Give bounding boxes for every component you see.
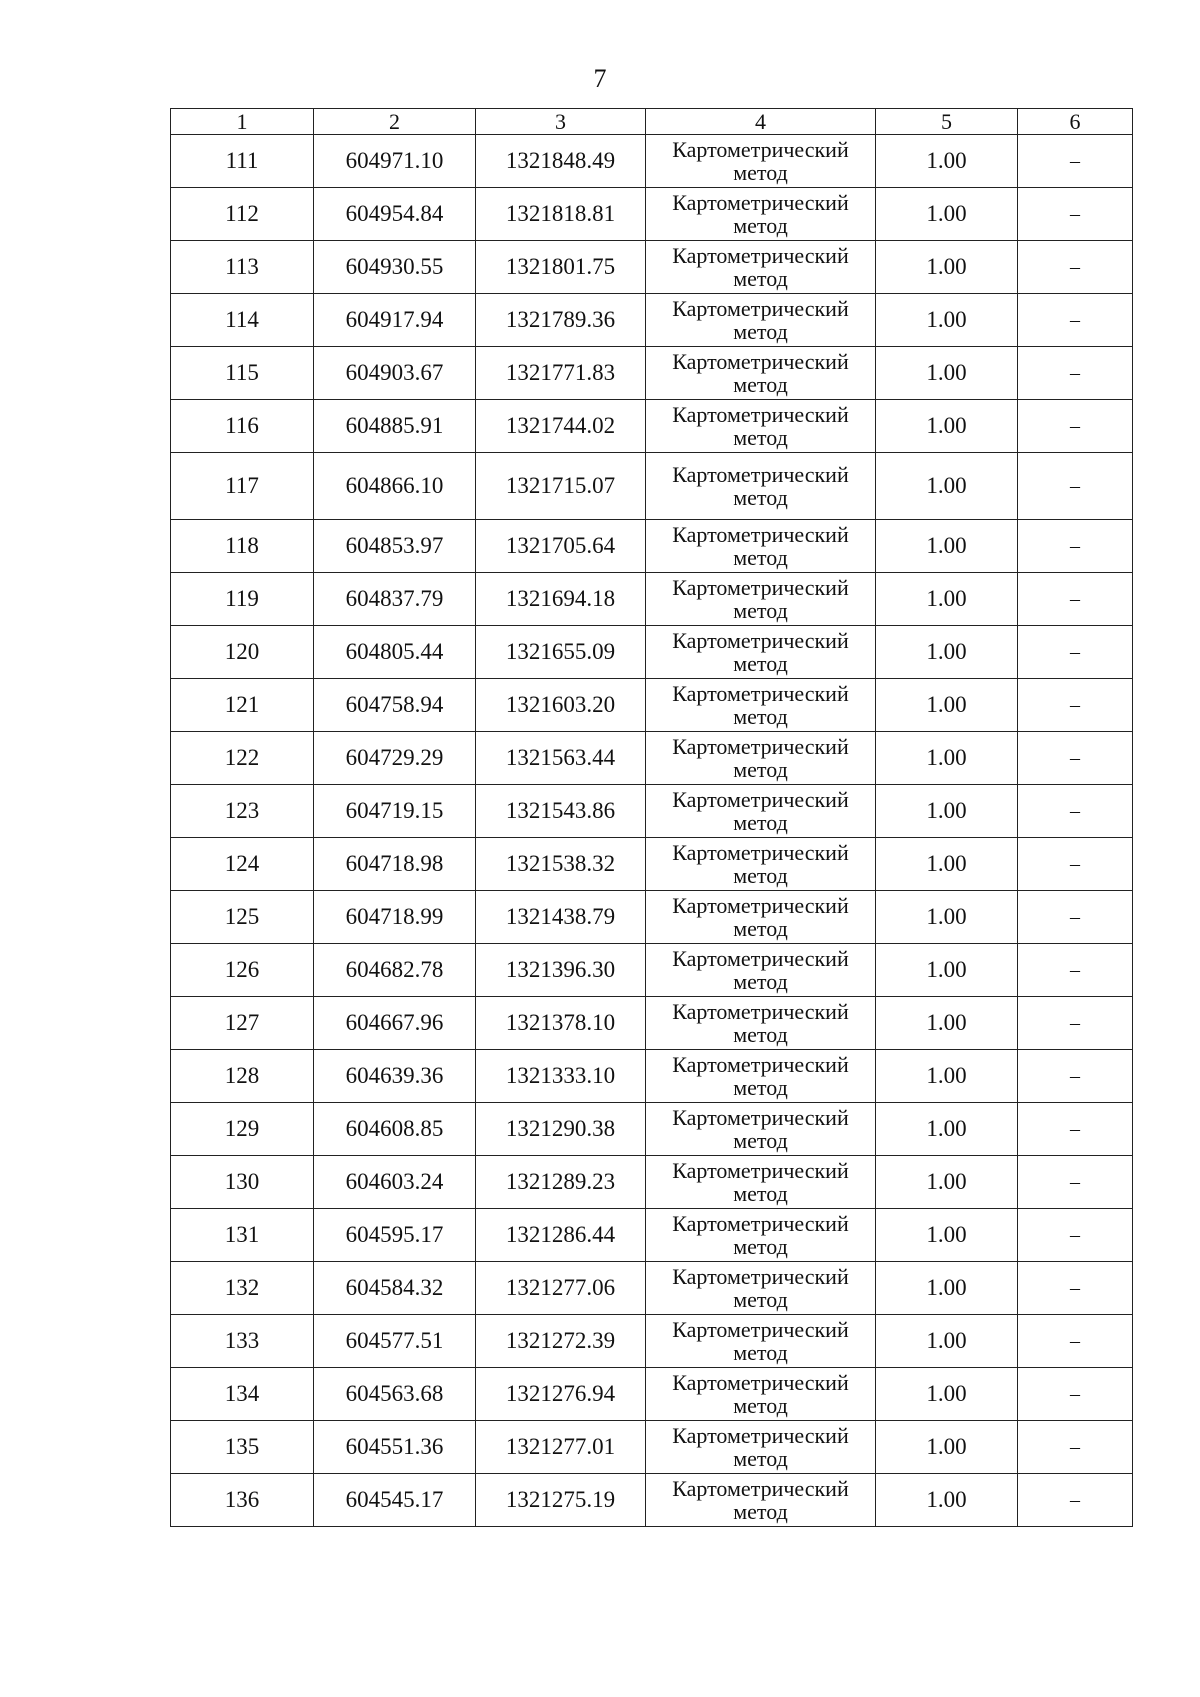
- table-row: [171, 1474, 1133, 1527]
- y-coordinate-cell: 1321277.01: [476, 1421, 646, 1474]
- x-coordinate-cell: 604718.99: [314, 891, 476, 944]
- method-line-1: Картометрический: [672, 787, 849, 812]
- table-row: [171, 400, 1133, 453]
- accuracy-cell: 1.00: [876, 1050, 1018, 1103]
- accuracy-cell: 1.00: [876, 785, 1018, 838]
- accuracy-cell: 1.00: [876, 241, 1018, 294]
- y-coordinate-cell: 1321396.30: [476, 944, 646, 997]
- accuracy-cell: 1.00: [876, 1474, 1018, 1527]
- table-row: [171, 626, 1133, 679]
- accuracy-cell: 1.00: [876, 997, 1018, 1050]
- accuracy-cell: 1.00: [876, 1262, 1018, 1315]
- method-cell: [646, 453, 876, 520]
- y-coordinate-cell: 1321276.94: [476, 1368, 646, 1421]
- note-cell: –: [1018, 944, 1133, 997]
- note-cell: –: [1018, 732, 1133, 785]
- table-row: [171, 347, 1133, 400]
- method-cell: [646, 732, 876, 785]
- accuracy-cell: 1.00: [876, 732, 1018, 785]
- x-coordinate-cell: 604595.17: [314, 1209, 476, 1262]
- accuracy-cell: 1.00: [876, 944, 1018, 997]
- method-line-1: Картометрический: [672, 946, 849, 971]
- accuracy-cell: 1.00: [876, 347, 1018, 400]
- y-coordinate-cell: 1321286.44: [476, 1209, 646, 1262]
- y-coordinate-cell: 1321289.23: [476, 1156, 646, 1209]
- note-cell: –: [1018, 785, 1133, 838]
- accuracy-cell: 1.00: [876, 626, 1018, 679]
- note-cell: –: [1018, 679, 1133, 732]
- point-number-cell: 127: [171, 997, 314, 1050]
- y-coordinate-cell: 1321603.20: [476, 679, 646, 732]
- table-row: [171, 1368, 1133, 1421]
- method-line-1: Картометрический: [672, 734, 849, 759]
- table-row: [171, 573, 1133, 626]
- column-header-6: 6: [1018, 109, 1133, 135]
- method-line-1: Картометрический: [672, 1158, 849, 1183]
- method-line-2: метод: [733, 319, 788, 344]
- point-number-cell: 122: [171, 732, 314, 785]
- y-coordinate-cell: 1321272.39: [476, 1315, 646, 1368]
- point-number-cell: 130: [171, 1156, 314, 1209]
- column-header-2: 2: [314, 109, 476, 135]
- method-cell: [646, 520, 876, 573]
- method-cell: [646, 241, 876, 294]
- method-line-2: метод: [733, 916, 788, 941]
- x-coordinate-cell: 604917.94: [314, 294, 476, 347]
- method-line-1: Картометрический: [672, 575, 849, 600]
- method-line-1: Картометрический: [672, 628, 849, 653]
- method-line-1: Картометрический: [672, 1423, 849, 1448]
- x-coordinate-cell: 604603.24: [314, 1156, 476, 1209]
- y-coordinate-cell: 1321744.02: [476, 400, 646, 453]
- x-coordinate-cell: 604853.97: [314, 520, 476, 573]
- method-cell: [646, 1209, 876, 1262]
- method-cell: [646, 626, 876, 679]
- method-cell: [646, 679, 876, 732]
- method-line-2: метод: [733, 372, 788, 397]
- point-number-cell: 129: [171, 1103, 314, 1156]
- y-coordinate-cell: 1321438.79: [476, 891, 646, 944]
- method-line-1: Картометрический: [672, 349, 849, 374]
- column-header-3: 3: [476, 109, 646, 135]
- accuracy-cell: 1.00: [876, 453, 1018, 520]
- note-cell: –: [1018, 1209, 1133, 1262]
- method-line-2: метод: [733, 266, 788, 291]
- method-line-2: метод: [733, 1287, 788, 1312]
- table-row: [171, 135, 1133, 188]
- note-cell: –: [1018, 520, 1133, 573]
- note-cell: –: [1018, 241, 1133, 294]
- table-row: [171, 1209, 1133, 1262]
- method-line-2: метод: [733, 485, 788, 510]
- point-number-cell: 116: [171, 400, 314, 453]
- point-number-cell: 135: [171, 1421, 314, 1474]
- note-cell: –: [1018, 838, 1133, 891]
- note-cell: –: [1018, 188, 1133, 241]
- x-coordinate-cell: 604577.51: [314, 1315, 476, 1368]
- note-cell: –: [1018, 1421, 1133, 1474]
- y-coordinate-cell: 1321655.09: [476, 626, 646, 679]
- method-line-2: метод: [733, 1234, 788, 1259]
- method-line-2: метод: [733, 545, 788, 570]
- point-number-cell: 113: [171, 241, 314, 294]
- point-number-cell: 120: [171, 626, 314, 679]
- method-cell: [646, 891, 876, 944]
- method-cell: [646, 294, 876, 347]
- point-number-cell: 123: [171, 785, 314, 838]
- point-number-cell: 125: [171, 891, 314, 944]
- method-line-2: метод: [733, 1446, 788, 1471]
- header-row: [171, 109, 1133, 135]
- method-line-2: метод: [733, 1499, 788, 1524]
- method-line-2: метод: [733, 757, 788, 782]
- x-coordinate-cell: 604719.15: [314, 785, 476, 838]
- x-coordinate-cell: 604866.10: [314, 453, 476, 520]
- x-coordinate-cell: 604758.94: [314, 679, 476, 732]
- y-coordinate-cell: 1321275.19: [476, 1474, 646, 1527]
- method-line-1: Картометрический: [672, 1052, 849, 1077]
- note-cell: –: [1018, 453, 1133, 520]
- method-cell: [646, 1315, 876, 1368]
- accuracy-cell: 1.00: [876, 1315, 1018, 1368]
- point-number-cell: 132: [171, 1262, 314, 1315]
- page-number: 7: [593, 64, 607, 93]
- method-cell: [646, 785, 876, 838]
- method-line-1: Картометрический: [672, 402, 849, 427]
- method-cell: [646, 400, 876, 453]
- method-line-1: Картометрический: [672, 1105, 849, 1130]
- accuracy-cell: 1.00: [876, 679, 1018, 732]
- method-line-1: Картометрический: [672, 1211, 849, 1236]
- note-cell: –: [1018, 891, 1133, 944]
- accuracy-cell: 1.00: [876, 400, 1018, 453]
- method-line-2: метод: [733, 704, 788, 729]
- table-row: [171, 188, 1133, 241]
- method-cell: [646, 135, 876, 188]
- method-line-1: Картометрический: [672, 296, 849, 321]
- x-coordinate-cell: 604551.36: [314, 1421, 476, 1474]
- x-coordinate-cell: 604954.84: [314, 188, 476, 241]
- accuracy-cell: 1.00: [876, 1103, 1018, 1156]
- y-coordinate-cell: 1321378.10: [476, 997, 646, 1050]
- y-coordinate-cell: 1321705.64: [476, 520, 646, 573]
- x-coordinate-cell: 604729.29: [314, 732, 476, 785]
- table-row: [171, 944, 1133, 997]
- point-number-cell: 119: [171, 573, 314, 626]
- method-line-1: Картометрический: [672, 462, 849, 487]
- method-cell: [646, 573, 876, 626]
- method-line-2: метод: [733, 1022, 788, 1047]
- accuracy-cell: 1.00: [876, 891, 1018, 944]
- point-number-cell: 111: [171, 135, 314, 188]
- y-coordinate-cell: 1321543.86: [476, 785, 646, 838]
- point-number-cell: 128: [171, 1050, 314, 1103]
- y-coordinate-cell: 1321818.81: [476, 188, 646, 241]
- y-coordinate-cell: 1321333.10: [476, 1050, 646, 1103]
- accuracy-cell: 1.00: [876, 188, 1018, 241]
- method-line-2: метод: [733, 160, 788, 185]
- y-coordinate-cell: 1321789.36: [476, 294, 646, 347]
- table-row: [171, 891, 1133, 944]
- table-row: [171, 1315, 1133, 1368]
- note-cell: –: [1018, 1156, 1133, 1209]
- column-header-5: 5: [876, 109, 1018, 135]
- note-cell: –: [1018, 997, 1133, 1050]
- point-number-cell: 134: [171, 1368, 314, 1421]
- table-row: [171, 1156, 1133, 1209]
- point-number-cell: 121: [171, 679, 314, 732]
- table-row: [171, 453, 1133, 520]
- accuracy-cell: 1.00: [876, 573, 1018, 626]
- x-coordinate-cell: 604903.67: [314, 347, 476, 400]
- method-cell: [646, 997, 876, 1050]
- method-cell: [646, 347, 876, 400]
- table-row: [171, 1262, 1133, 1315]
- method-line-2: метод: [733, 598, 788, 623]
- method-line-1: Картометрический: [672, 1317, 849, 1342]
- column-header-4: 4: [646, 109, 876, 135]
- table-header: [171, 109, 1133, 135]
- method-line-1: Картометрический: [672, 190, 849, 215]
- method-line-2: метод: [733, 213, 788, 238]
- method-line-2: метод: [733, 425, 788, 450]
- x-coordinate-cell: 604930.55: [314, 241, 476, 294]
- point-number-cell: 131: [171, 1209, 314, 1262]
- method-cell: [646, 1103, 876, 1156]
- method-line-2: метод: [733, 810, 788, 835]
- y-coordinate-cell: 1321538.32: [476, 838, 646, 891]
- accuracy-cell: 1.00: [876, 1209, 1018, 1262]
- method-cell: [646, 838, 876, 891]
- method-line-2: метод: [733, 651, 788, 676]
- table-row: [171, 679, 1133, 732]
- x-coordinate-cell: 604718.98: [314, 838, 476, 891]
- method-cell: [646, 1474, 876, 1527]
- x-coordinate-cell: 604545.17: [314, 1474, 476, 1527]
- table-row: [171, 785, 1133, 838]
- method-line-1: Картометрический: [672, 893, 849, 918]
- method-line-2: метод: [733, 1393, 788, 1418]
- y-coordinate-cell: 1321563.44: [476, 732, 646, 785]
- note-cell: –: [1018, 626, 1133, 679]
- method-line-1: Картометрический: [672, 1476, 849, 1501]
- method-line-1: Картометрический: [672, 522, 849, 547]
- x-coordinate-cell: 604584.32: [314, 1262, 476, 1315]
- y-coordinate-cell: 1321277.06: [476, 1262, 646, 1315]
- note-cell: –: [1018, 1315, 1133, 1368]
- table-row: [171, 838, 1133, 891]
- table-row: [171, 294, 1133, 347]
- accuracy-cell: 1.00: [876, 1421, 1018, 1474]
- x-coordinate-cell: 604971.10: [314, 135, 476, 188]
- table-row: [171, 1050, 1133, 1103]
- table-row: [171, 241, 1133, 294]
- method-line-2: метод: [733, 863, 788, 888]
- x-coordinate-cell: 604608.85: [314, 1103, 476, 1156]
- table-row: [171, 1421, 1133, 1474]
- point-number-cell: 114: [171, 294, 314, 347]
- x-coordinate-cell: 604682.78: [314, 944, 476, 997]
- point-number-cell: 117: [171, 453, 314, 520]
- note-cell: –: [1018, 294, 1133, 347]
- method-line-1: Картометрический: [672, 1370, 849, 1395]
- table-row: [171, 732, 1133, 785]
- note-cell: –: [1018, 1262, 1133, 1315]
- table-row: [171, 1103, 1133, 1156]
- note-cell: –: [1018, 347, 1133, 400]
- method-cell: [646, 1050, 876, 1103]
- method-cell: [646, 188, 876, 241]
- accuracy-cell: 1.00: [876, 1368, 1018, 1421]
- method-line-1: Картометрический: [672, 243, 849, 268]
- point-number-cell: 112: [171, 188, 314, 241]
- coordinates-table: [170, 108, 1133, 1527]
- x-coordinate-cell: 604837.79: [314, 573, 476, 626]
- note-cell: –: [1018, 1050, 1133, 1103]
- point-number-cell: 133: [171, 1315, 314, 1368]
- table-body: [171, 135, 1133, 1527]
- note-cell: –: [1018, 1474, 1133, 1527]
- method-cell: [646, 1262, 876, 1315]
- x-coordinate-cell: 604639.36: [314, 1050, 476, 1103]
- note-cell: –: [1018, 573, 1133, 626]
- y-coordinate-cell: 1321715.07: [476, 453, 646, 520]
- y-coordinate-cell: 1321290.38: [476, 1103, 646, 1156]
- x-coordinate-cell: 604667.96: [314, 997, 476, 1050]
- method-line-1: Картометрический: [672, 840, 849, 865]
- x-coordinate-cell: 604563.68: [314, 1368, 476, 1421]
- note-cell: –: [1018, 1368, 1133, 1421]
- accuracy-cell: 1.00: [876, 1156, 1018, 1209]
- y-coordinate-cell: 1321694.18: [476, 573, 646, 626]
- accuracy-cell: 1.00: [876, 135, 1018, 188]
- method-line-1: Картометрический: [672, 681, 849, 706]
- y-coordinate-cell: 1321801.75: [476, 241, 646, 294]
- method-line-2: метод: [733, 1340, 788, 1365]
- accuracy-cell: 1.00: [876, 838, 1018, 891]
- y-coordinate-cell: 1321771.83: [476, 347, 646, 400]
- method-line-2: метод: [733, 1181, 788, 1206]
- table-row: [171, 997, 1133, 1050]
- column-header-1: 1: [171, 109, 314, 135]
- point-number-cell: 115: [171, 347, 314, 400]
- method-cell: [646, 1421, 876, 1474]
- method-line-1: Картометрический: [672, 999, 849, 1024]
- point-number-cell: 124: [171, 838, 314, 891]
- method-cell: [646, 1368, 876, 1421]
- y-coordinate-cell: 1321848.49: [476, 135, 646, 188]
- method-cell: [646, 1156, 876, 1209]
- point-number-cell: 126: [171, 944, 314, 997]
- accuracy-cell: 1.00: [876, 294, 1018, 347]
- x-coordinate-cell: 604885.91: [314, 400, 476, 453]
- accuracy-cell: 1.00: [876, 520, 1018, 573]
- method-line-2: метод: [733, 969, 788, 994]
- point-number-cell: 136: [171, 1474, 314, 1527]
- method-line-2: метод: [733, 1075, 788, 1100]
- x-coordinate-cell: 604805.44: [314, 626, 476, 679]
- note-cell: –: [1018, 400, 1133, 453]
- method-line-1: Картометрический: [672, 1264, 849, 1289]
- note-cell: –: [1018, 135, 1133, 188]
- method-line-1: Картометрический: [672, 137, 849, 162]
- note-cell: –: [1018, 1103, 1133, 1156]
- method-line-2: метод: [733, 1128, 788, 1153]
- method-cell: [646, 944, 876, 997]
- table-row: [171, 520, 1133, 573]
- point-number-cell: 118: [171, 520, 314, 573]
